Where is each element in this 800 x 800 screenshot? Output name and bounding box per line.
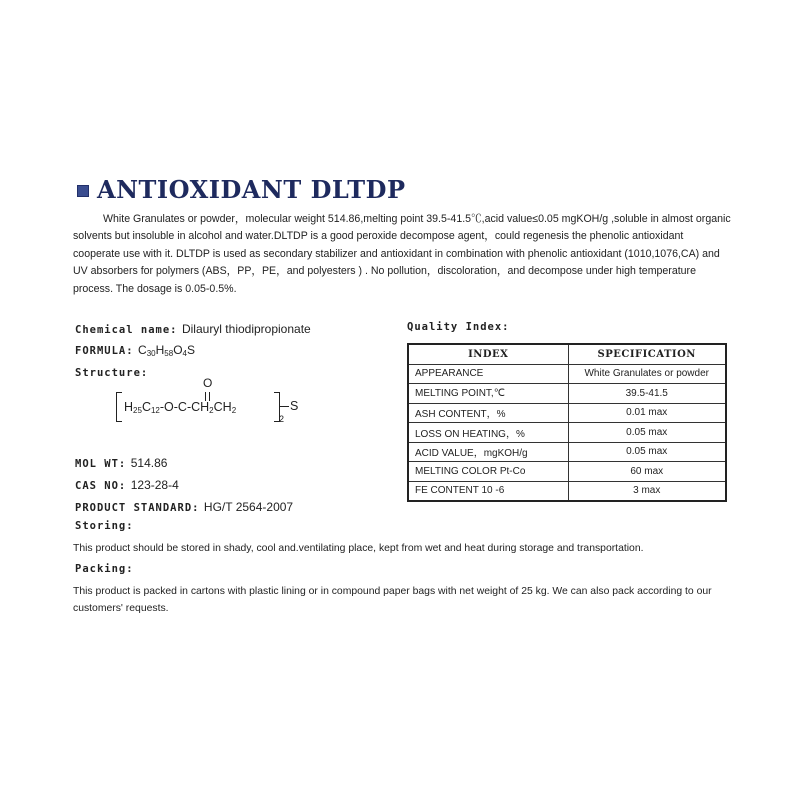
table-row bbox=[408, 403, 726, 423]
chemical-name-value: Dilauryl thiodipropionate bbox=[181, 322, 311, 336]
spec-cell: 3 max bbox=[568, 481, 726, 501]
structure-chain: $H_{25}C_{12}-O-C-CH_2CH_2$ bbox=[124, 400, 237, 415]
product-standard-value: HG/T 2564-2007 bbox=[203, 500, 294, 514]
mol-wt-row bbox=[75, 454, 167, 472]
spec-cell: 0.05 max bbox=[568, 423, 726, 443]
mol-wt-label: MOL WT: bbox=[75, 458, 127, 470]
spec-cell: 0.01 max bbox=[568, 403, 726, 423]
page-title: ANTIOXIDANT DLTDP bbox=[97, 175, 406, 204]
sulfur-bond bbox=[279, 406, 289, 408]
storing-label: Storing: bbox=[75, 520, 134, 532]
index-cell: FE CONTENT 10 -6 bbox=[408, 481, 568, 501]
index-cell: APPEARANCE bbox=[408, 364, 568, 384]
table-row bbox=[408, 462, 726, 482]
spec-cell: White Granulates or powder bbox=[568, 364, 726, 384]
formula-label: FORMULA: bbox=[75, 345, 134, 357]
mol-wt-value: 514.86 bbox=[130, 456, 168, 470]
index-cell: MELTING POINT,℃ bbox=[408, 384, 568, 404]
cas-no-label: CAS NO: bbox=[75, 480, 127, 492]
formula-row bbox=[75, 341, 195, 359]
header-index: INDEX bbox=[408, 344, 568, 364]
quality-index-label: Quality Index: bbox=[407, 321, 510, 333]
index-cell: ASH CONTENT，% bbox=[408, 403, 568, 423]
table-row bbox=[408, 481, 726, 501]
structure-label: Structure: bbox=[75, 367, 149, 379]
product-standard-label: PRODUCT STANDARD: bbox=[75, 502, 200, 514]
storing-text: This product should be stored in shady, cool and.ventilating place, kept from wet and heat during storage and transportation. bbox=[73, 543, 644, 554]
spec-cell: 0.05 max bbox=[568, 442, 726, 462]
quality-index-table bbox=[407, 343, 727, 502]
spec-cell: 60 max bbox=[568, 462, 726, 482]
formula-value: $C_{30}H_{58}O_4S$ bbox=[138, 343, 195, 358]
cas-no-row bbox=[75, 476, 179, 494]
cas-no-value: 123-28-4 bbox=[130, 478, 179, 492]
table-row bbox=[408, 423, 726, 443]
table-row bbox=[408, 442, 726, 462]
table-row bbox=[408, 364, 726, 384]
header-specification: SPECIFICATION bbox=[568, 344, 726, 364]
packing-text: This product is packed in cartons with plastic lining or in compound paper bags with net weight of 25 kg. We can also pack according to our customers' requests. bbox=[73, 586, 712, 614]
packing-label: Packing: bbox=[75, 563, 134, 575]
product-standard-row bbox=[75, 498, 293, 516]
table-row bbox=[408, 384, 726, 404]
structure-diagram bbox=[116, 378, 316, 438]
index-cell: MELTING COLOR Pt-Co bbox=[408, 462, 568, 482]
index-cell: LOSS ON HEATING，% bbox=[408, 423, 568, 443]
repeat-subscript: 2 bbox=[279, 414, 285, 424]
spec-cell: 39.5-41.5 bbox=[568, 384, 726, 404]
index-cell: ACID VALUE，mgKOH/g bbox=[408, 442, 568, 462]
chemical-name-row bbox=[75, 320, 311, 338]
description-paragraph: White Granulates or powder，molecular weight 514.86,melting point 39.5-41.5℃,acid value≤0.05 mgKOH/g ,soluble in almost organic solvents but insoluble in alcohol and water.DLTDP is a good peroxide decompose agent，could regenesis the phenolic antioxidant cooperate use with it. DLTDP is used as secondary stabilizer and antioxidant in combination with phenolic antioxidant (1010,1076,CA) and UV absorbers for polymers (ABS，PP，PE，and polyesters ) . No pollution，discoloration，and decompose under high temperature process. The dosage is 0.05-0.5%. bbox=[73, 213, 731, 295]
sulfur-atom: S bbox=[290, 399, 299, 413]
table-header-row bbox=[408, 344, 726, 364]
carbonyl-oxygen: O bbox=[203, 376, 213, 390]
bullet-square-icon bbox=[77, 185, 89, 197]
chemical-name-label: Chemical name: bbox=[75, 324, 178, 336]
left-bracket bbox=[116, 392, 122, 422]
